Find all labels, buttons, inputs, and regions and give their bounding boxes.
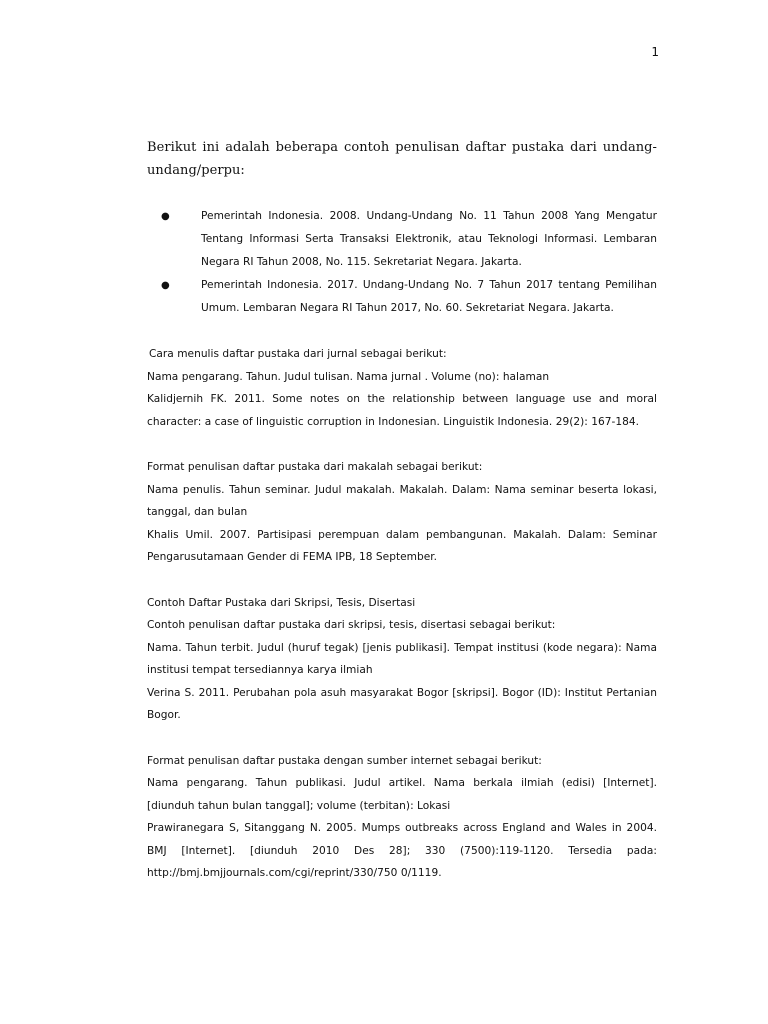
internet-section bbox=[147, 750, 657, 885]
bullet-icon: ● bbox=[161, 280, 170, 291]
paper-example: Khalis Umil. 2007. Partisipasi perempuan dalam pembangunan. Makalah. Dalam: Seminar Pengarusutamaan Gender di FEMA IPB, 18 September. bbox=[147, 528, 657, 563]
legislation-reference-text: Pemerintah Indonesia. 2017. Undang-Undang No. 7 Tahun 2017 tentang Pemilihan Umum. Lembaran Negara RI Tahun 2017, No. 60. Sekretariat Negara. Jakarta. bbox=[201, 279, 657, 314]
legislation-reference-item bbox=[147, 274, 657, 320]
internet-heading: Format penulisan daftar pustaka dengan sumber internet sebagai berikut: bbox=[147, 754, 542, 767]
journal-section bbox=[147, 343, 657, 433]
document-body bbox=[147, 136, 657, 885]
paper-heading: Format penulisan daftar pustaka dari makalah sebagai berikut: bbox=[147, 461, 483, 473]
legislation-reference-item bbox=[147, 205, 657, 274]
paper-section bbox=[147, 456, 657, 569]
intro-paragraph: Berikut ini adalah beberapa contoh penulisan daftar pustaka dari undang-undang/perpu: bbox=[147, 140, 657, 178]
thesis-title: Contoh Daftar Pustaka dari Skripsi, Tesis, Disertasi bbox=[147, 596, 416, 609]
thesis-heading: Contoh penulisan daftar pustaka dari skripsi, tesis, disertasi sebagai berikut: bbox=[147, 619, 556, 631]
thesis-example: Verina S. 2011. Perubahan pola asuh masyarakat Bogor [skripsi]. Bogor (ID): Institut Pertanian Bogor. bbox=[147, 686, 657, 721]
journal-example: Kalidjernih FK. 2011. Some notes on the relationship between language use and moral character: a case of linguistic corruption in Indonesian. Linguistik Indonesia. 29(2): 167-184. bbox=[147, 393, 657, 428]
paper-format: Nama penulis. Tahun seminar. Judul makalah. Makalah. Dalam: Nama seminar beserta lokasi, tanggal, dan bulan bbox=[147, 483, 657, 518]
legislation-reference-list bbox=[147, 205, 657, 320]
thesis-format: Nama. Tahun terbit. Judul (huruf tegak) [jenis publikasi]. Tempat institusi (kode negara): Nama institusi tempat tersediannya karya ilmiah bbox=[147, 641, 657, 676]
page-number: 1 bbox=[651, 45, 659, 59]
internet-format: Nama pengarang. Tahun publikasi. Judul artikel. Nama berkala ilmiah (edisi) [Internet]. [diunduh tahun bulan tanggal]; volume (terbitan): Lokasi bbox=[147, 777, 657, 812]
bullet-icon: ● bbox=[161, 211, 170, 222]
journal-format: Nama pengarang. Tahun. Judul tulisan. Nama jurnal . Volume (no): halaman bbox=[147, 370, 550, 383]
thesis-section bbox=[147, 592, 657, 727]
internet-example: Prawiranegara S, Sitanggang N. 2005. Mumps outbreaks across England and Wales in 2004. BMJ [Internet]. [diunduh 2010 Des 28]; 330 (7500):119-1120. Tersedia pada: http://bmj.bmjjournals.com/cgi/reprint/330/750 0/1119. bbox=[147, 822, 657, 879]
legislation-reference-text: Pemerintah Indonesia. 2008. Undang-Undang No. 11 Tahun 2008 Yang Mengatur Tentang Informasi Serta Transaksi Elektronik, atau Teknologi Informasi. Lembaran Negara RI Tahun 2008, No. 115. Sekretariat Negara. Jakarta. bbox=[201, 210, 657, 268]
journal-heading: Cara menulis daftar pustaka dari jurnal sebagai berikut: bbox=[149, 348, 447, 360]
